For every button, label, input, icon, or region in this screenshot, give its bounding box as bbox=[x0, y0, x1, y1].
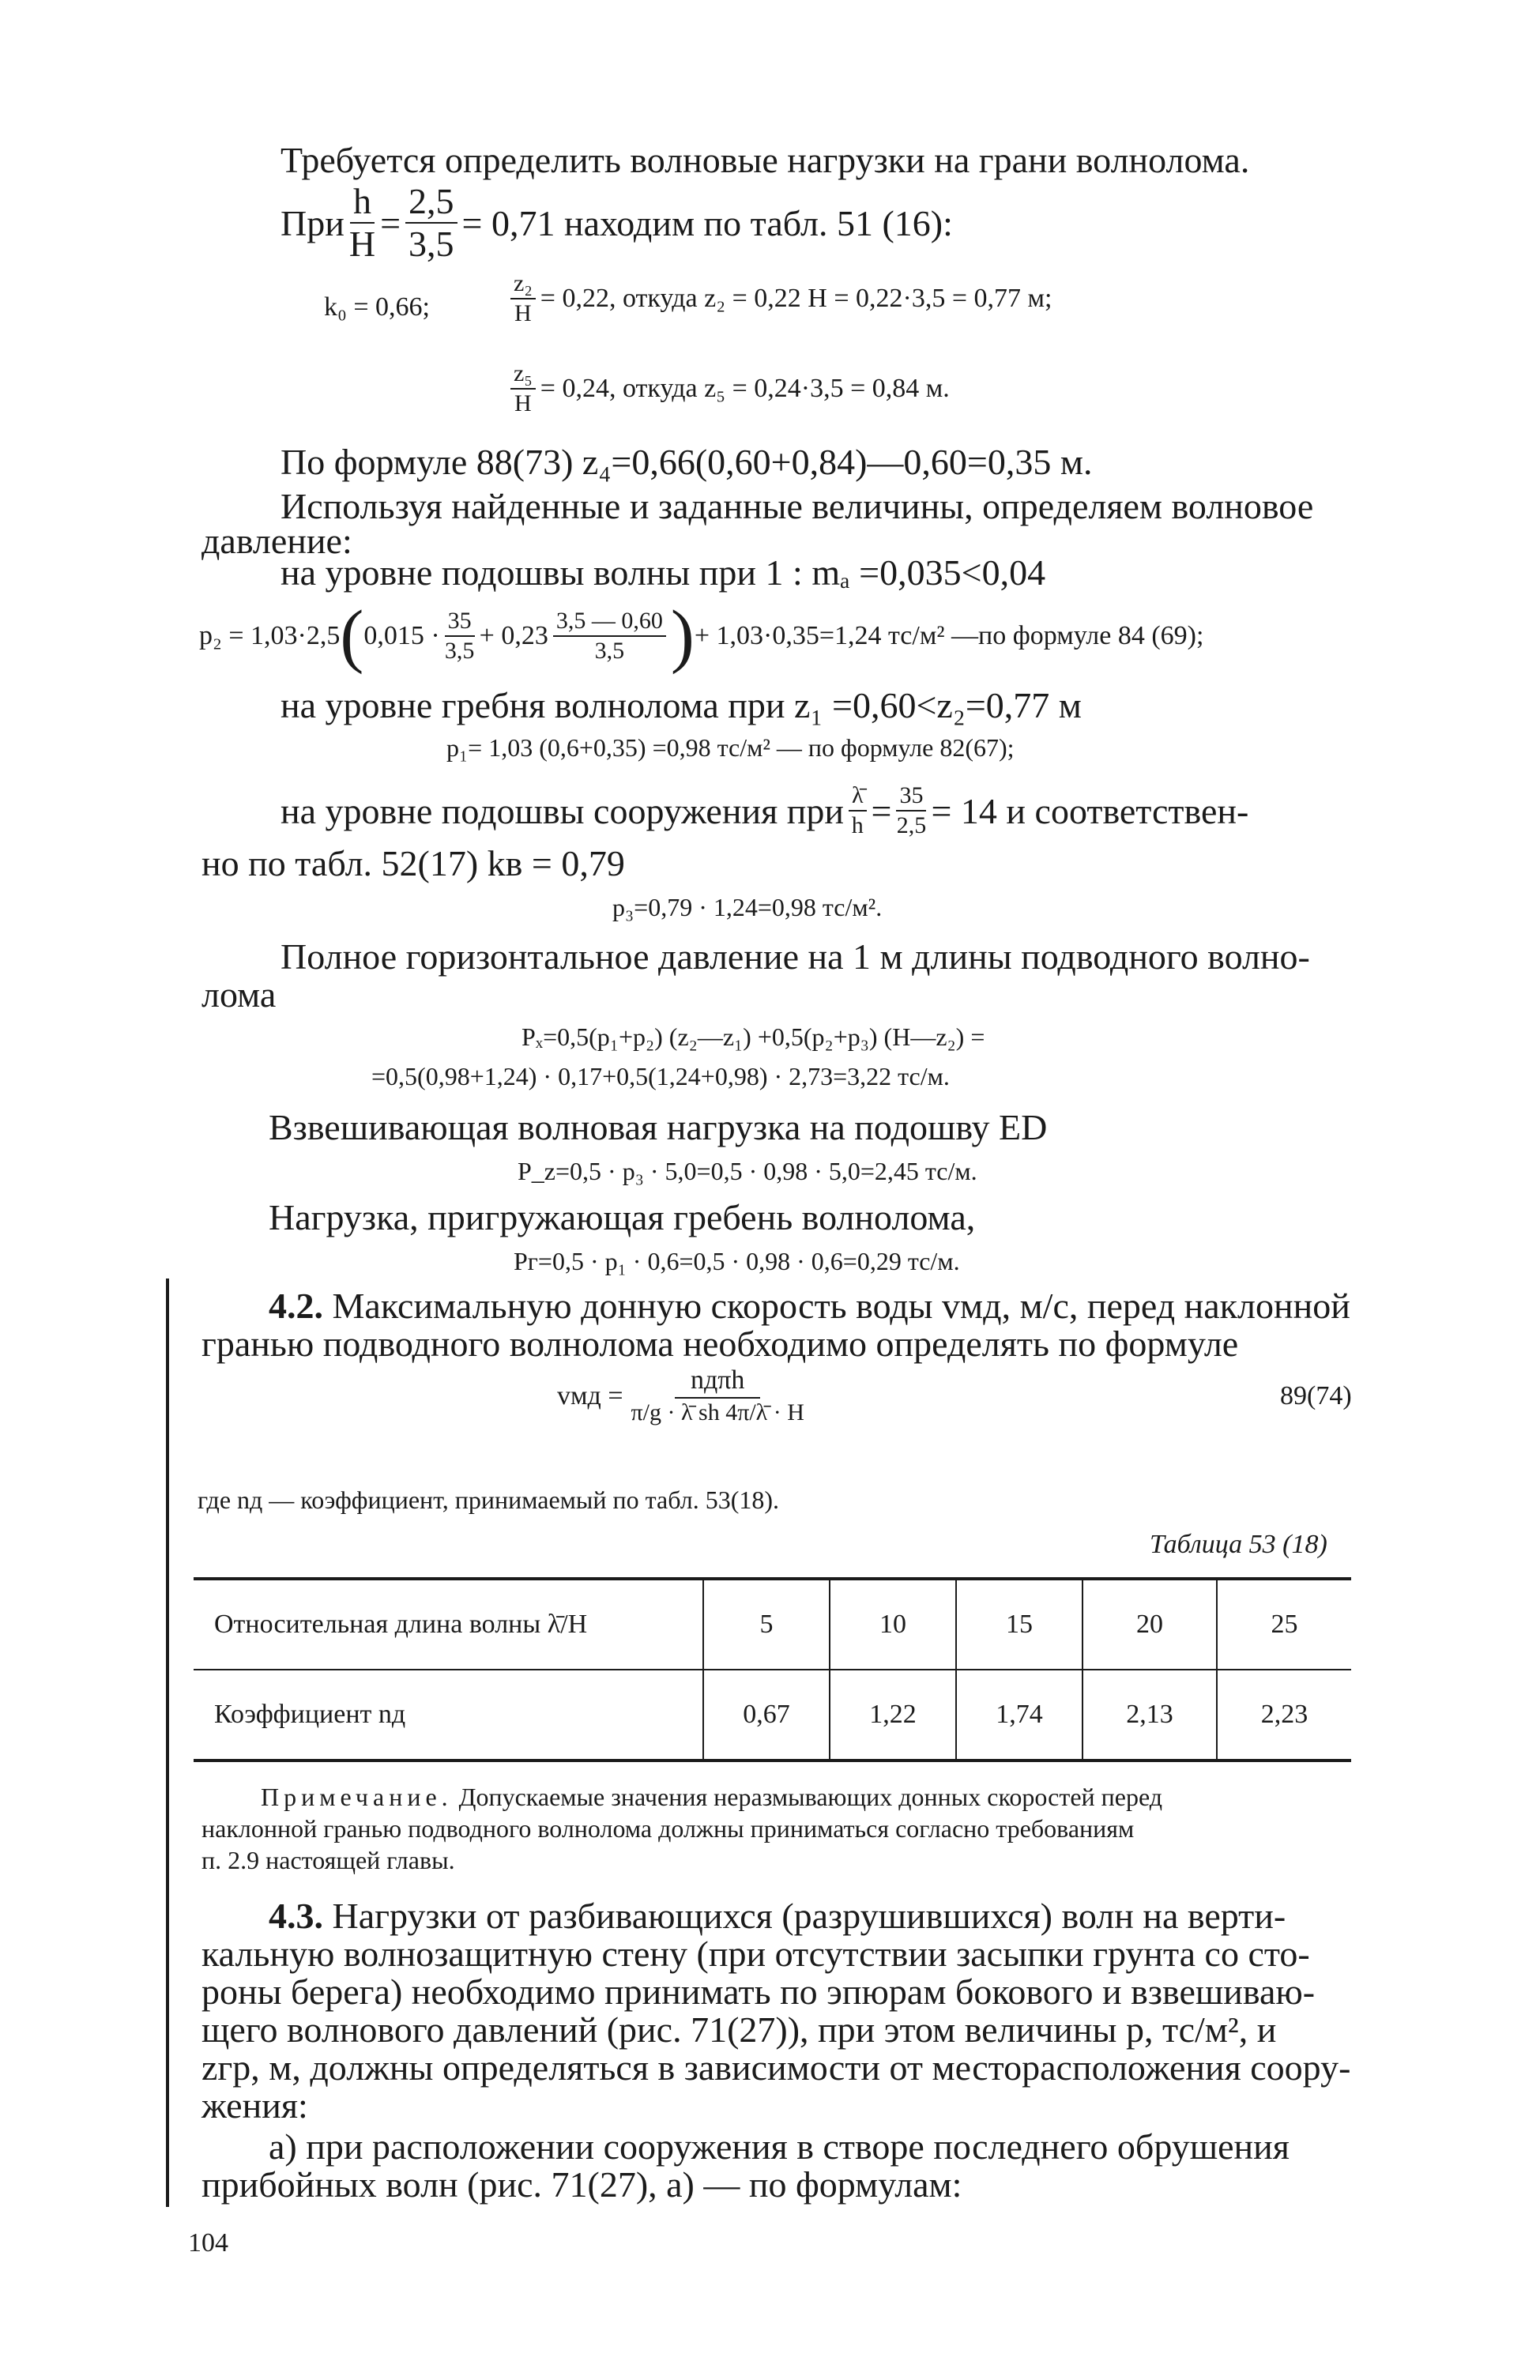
text-line-fraction bbox=[281, 183, 953, 262]
table-cell: 20 bbox=[1083, 1579, 1217, 1670]
note-line: п. 2.9 настоящей главы. bbox=[201, 1846, 455, 1874]
formula: Pг=0,5 · p₁ · 0,6=0,5 · 0,98 · 0,6=0,29 тс/м. bbox=[514, 1247, 960, 1275]
text-line: Полное горизонтальное давление на 1 м длины подводного волно- bbox=[281, 936, 1310, 977]
table-cell: 1,22 bbox=[830, 1670, 956, 1761]
text-line: Нагрузка, пригружающая гребень волнолома, bbox=[269, 1197, 976, 1237]
text-line: а) при расположении сооружения в створе последнего обрушения bbox=[269, 2126, 1290, 2167]
table-cell: 10 bbox=[830, 1579, 956, 1670]
formula: $\frac{\text{z₂}}{H}$ = 0,22, откуда z₂ = 0,22 H = 0,22·3,5 = 0,77 м; bbox=[506, 272, 1052, 326]
equation-number: 89(74) bbox=[1280, 1381, 1352, 1410]
text-line: кальную волнозащитную стену (при отсутствии засыпки грунта со сто- bbox=[201, 1934, 1310, 1974]
table-cell: 0,67 bbox=[703, 1670, 830, 1761]
text-line: Используя найденные и заданные величины, определяем волновое bbox=[281, 486, 1314, 526]
note-line: наклонной гранью подводного волнолома должны приниматься согласно требованиям bbox=[201, 1814, 1135, 1843]
text: = bbox=[380, 202, 401, 243]
text-line: Взвешивающая волновая нагрузка на подошву ED bbox=[269, 1107, 1048, 1147]
table-cell: 2,23 bbox=[1217, 1670, 1351, 1761]
note-line: Примечание. Допускаемые значения неразмывающих донных скоростей перед bbox=[261, 1783, 1163, 1811]
margin-bar bbox=[166, 1278, 169, 2207]
text-line: zгр, м, должны определяться в зависимости от месторасположения соору- bbox=[201, 2047, 1351, 2088]
table-cell: 25 bbox=[1217, 1579, 1351, 1670]
formula: p₃=0,79 · 1,24=0,98 тс/м². bbox=[612, 893, 883, 921]
text-line: гранью подводного волнолома необходимо определять по формуле bbox=[201, 1324, 1239, 1364]
text-line: лома bbox=[201, 974, 277, 1015]
section-4-3-line: 4.3. Нагрузки от разбивающихся (разрушившихся) волн на верти- bbox=[269, 1896, 1286, 1936]
text-line: роны берега) необходимо принимать по эпюрам бокового и взвешиваю- bbox=[201, 1971, 1316, 2012]
text-line: прибойных волн (рис. 71(27), а) — по формулам: bbox=[201, 2164, 962, 2205]
formula: p₂ = 1,03·2,5 ( 0,015 · $\frac{35}{3,5}$ + 0,23 $\frac{3,5 — 0,60}{3,5}$ ) + 1,03·0,35=1,24 тс/м² —по формуле 84 (69); bbox=[199, 597, 1204, 675]
text-line: на уровне гребня волнолома при z₁ =0,60<z₂=0,77 м bbox=[281, 685, 1082, 725]
formula: p₁= 1,03 (0,6+0,35) =0,98 тс/м² — по формуле 82(67); bbox=[446, 733, 1015, 762]
formula-89: vмд = $\frac{\text{nдπh}}{\pi/g \cdot \lambdā sh 4\pi/\lambdā \cdot H}$ bbox=[557, 1365, 804, 1425]
text: = 0,71 находим по табл. 51 (16): bbox=[461, 202, 953, 243]
fraction: $\frac{2,5}{3,5}$ bbox=[405, 183, 457, 262]
fraction: $\frac{h}{H}$ bbox=[348, 181, 376, 264]
section-4-2-line: 4.2. Максимальную донную скорость воды vмд, м/с, перед наклонной bbox=[269, 1286, 1350, 1326]
table-cell: 15 bbox=[956, 1579, 1083, 1670]
text-line: где nд — коэффициент, принимаемый по табл. 53(18). bbox=[198, 1486, 779, 1514]
text-line: По формуле 88(73) z₄=0,66(0,60+0,84)—0,60=0,35 м. bbox=[281, 442, 1093, 482]
coefficient-table bbox=[194, 1577, 1351, 1762]
table-cell: Коэффициент nд bbox=[194, 1670, 703, 1761]
text-line: давление: bbox=[201, 521, 352, 561]
formula: P_z=0,5 · p₃ · 5,0=0,5 · 0,98 · 5,0=2,45 тс/м. bbox=[518, 1157, 977, 1185]
formula: $\frac{\text{z₅}}{H}$ = 0,24, откуда z₅ = 0,24·3,5 = 0,84 м. bbox=[506, 362, 950, 416]
table-cell: 5 bbox=[703, 1579, 830, 1670]
table-cell: 1,74 bbox=[956, 1670, 1083, 1761]
text-line-fraction: на уровне подошвы сооружения при $\frac{\lambdā}{h}$ = $\frac{35}{2,5}$ = 14 и соответствен- bbox=[281, 782, 1249, 838]
text-line: но по табл. 52(17) kв = 0,79 bbox=[201, 843, 625, 883]
table-row bbox=[194, 1579, 1351, 1670]
text: При bbox=[281, 202, 345, 243]
text-line: щего волнового давлений (рис. 71(27)), при этом величины p, тс/м², и bbox=[201, 2009, 1277, 2050]
formula: =0,5(0,98+1,24) · 0,17+0,5(1,24+0,98) · 2,73=3,22 тс/м. bbox=[371, 1062, 950, 1090]
text-line: на уровне подошвы волны при 1 : mₐ =0,035<0,04 bbox=[281, 552, 1046, 593]
text-line: Требуется определить волновые нагрузки на грани волнолома. bbox=[281, 140, 1250, 180]
formula: k₀ = 0,66; bbox=[324, 292, 430, 322]
table-cell: Относительная длина волны λ̄/H bbox=[194, 1579, 703, 1670]
text-line: жения: bbox=[201, 2085, 308, 2126]
formula: Pₓ=0,5(p₁+p₂) (z₂—z₁) +0,5(p₂+p₃) (H—z₂) = bbox=[521, 1022, 985, 1051]
table-caption: Таблица 53 (18) bbox=[1150, 1530, 1327, 1559]
table-row bbox=[194, 1670, 1351, 1761]
page-number: 104 bbox=[188, 2228, 228, 2258]
table-cell: 2,13 bbox=[1083, 1670, 1217, 1761]
